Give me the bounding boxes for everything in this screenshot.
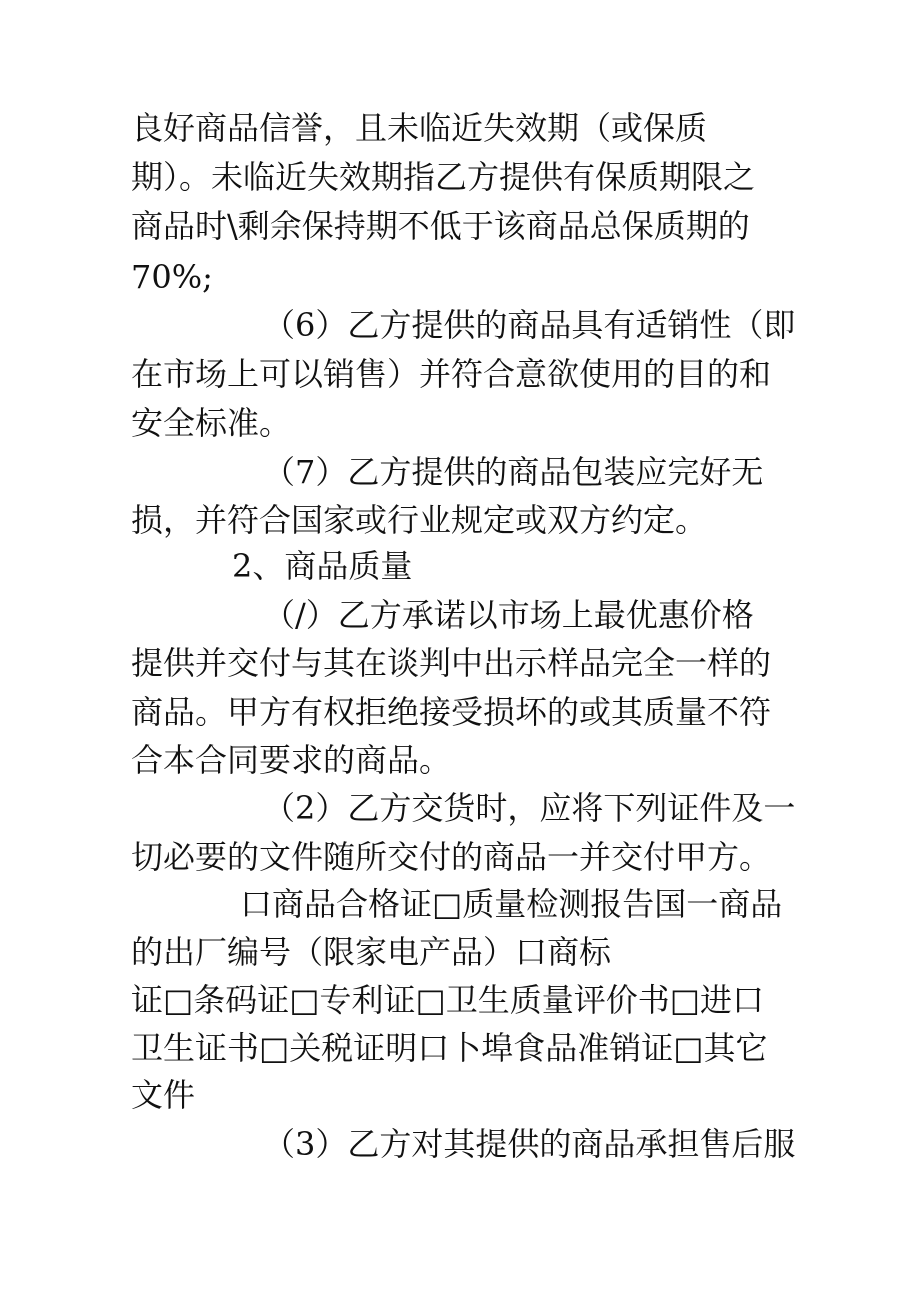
text-line: 商品时\剩余保持期不低于该商品总保质期的 [131, 207, 750, 245]
text-line: （3）乙方对其提供的商品承担售后服 [263, 1125, 796, 1163]
text-line: 切必要的文件随所交付的商品一并交付甲方。 [131, 838, 772, 876]
text-line: （2）乙方交货时，应将下列证件及一 [263, 789, 796, 827]
text-line: 卫生证书□关税证明口卜埠食品准销证□其它 [131, 1029, 768, 1067]
text-line: （7）乙方提供的商品包装应完好无 [263, 453, 764, 491]
text-line: 安全标准。 [131, 404, 292, 442]
text-line: 商品。甲方有权拒绝接受损坏的或其质量不符 [131, 693, 772, 731]
section-heading: 2、商品质量 [232, 547, 413, 585]
text-line: （/）乙方承诺以市场上最优惠价格 [263, 596, 754, 634]
text-line: 的出厂编号（限家电产品）口商标 [131, 933, 612, 971]
text-line: 70%; [131, 258, 213, 296]
text-line: 证□条码证□专利证□卫生质量评价书□进口 [131, 981, 764, 1019]
text-line: 提供并交付与其在谈判中出示样品完全一样的 [131, 644, 772, 682]
text-line: 期）。未临近失效期指乙方提供有保质期限之 [131, 158, 756, 196]
text-line: 良好商品信誉，且未临近失效期（或保质 [131, 109, 708, 147]
text-line: （6）乙方提供的商品具有适销性（即 [263, 306, 796, 344]
text-line: 合本合同要求的商品。 [131, 741, 452, 779]
text-line: 损，并符合国家或行业规定或双方约定。 [131, 501, 708, 539]
text-line: 文件 [131, 1076, 196, 1114]
text-line: 在市场上可以销售）并符合意欲使用的目的和 [131, 355, 772, 393]
text-line: 口商品合格证□质量检测报告国一商品 [240, 885, 783, 923]
